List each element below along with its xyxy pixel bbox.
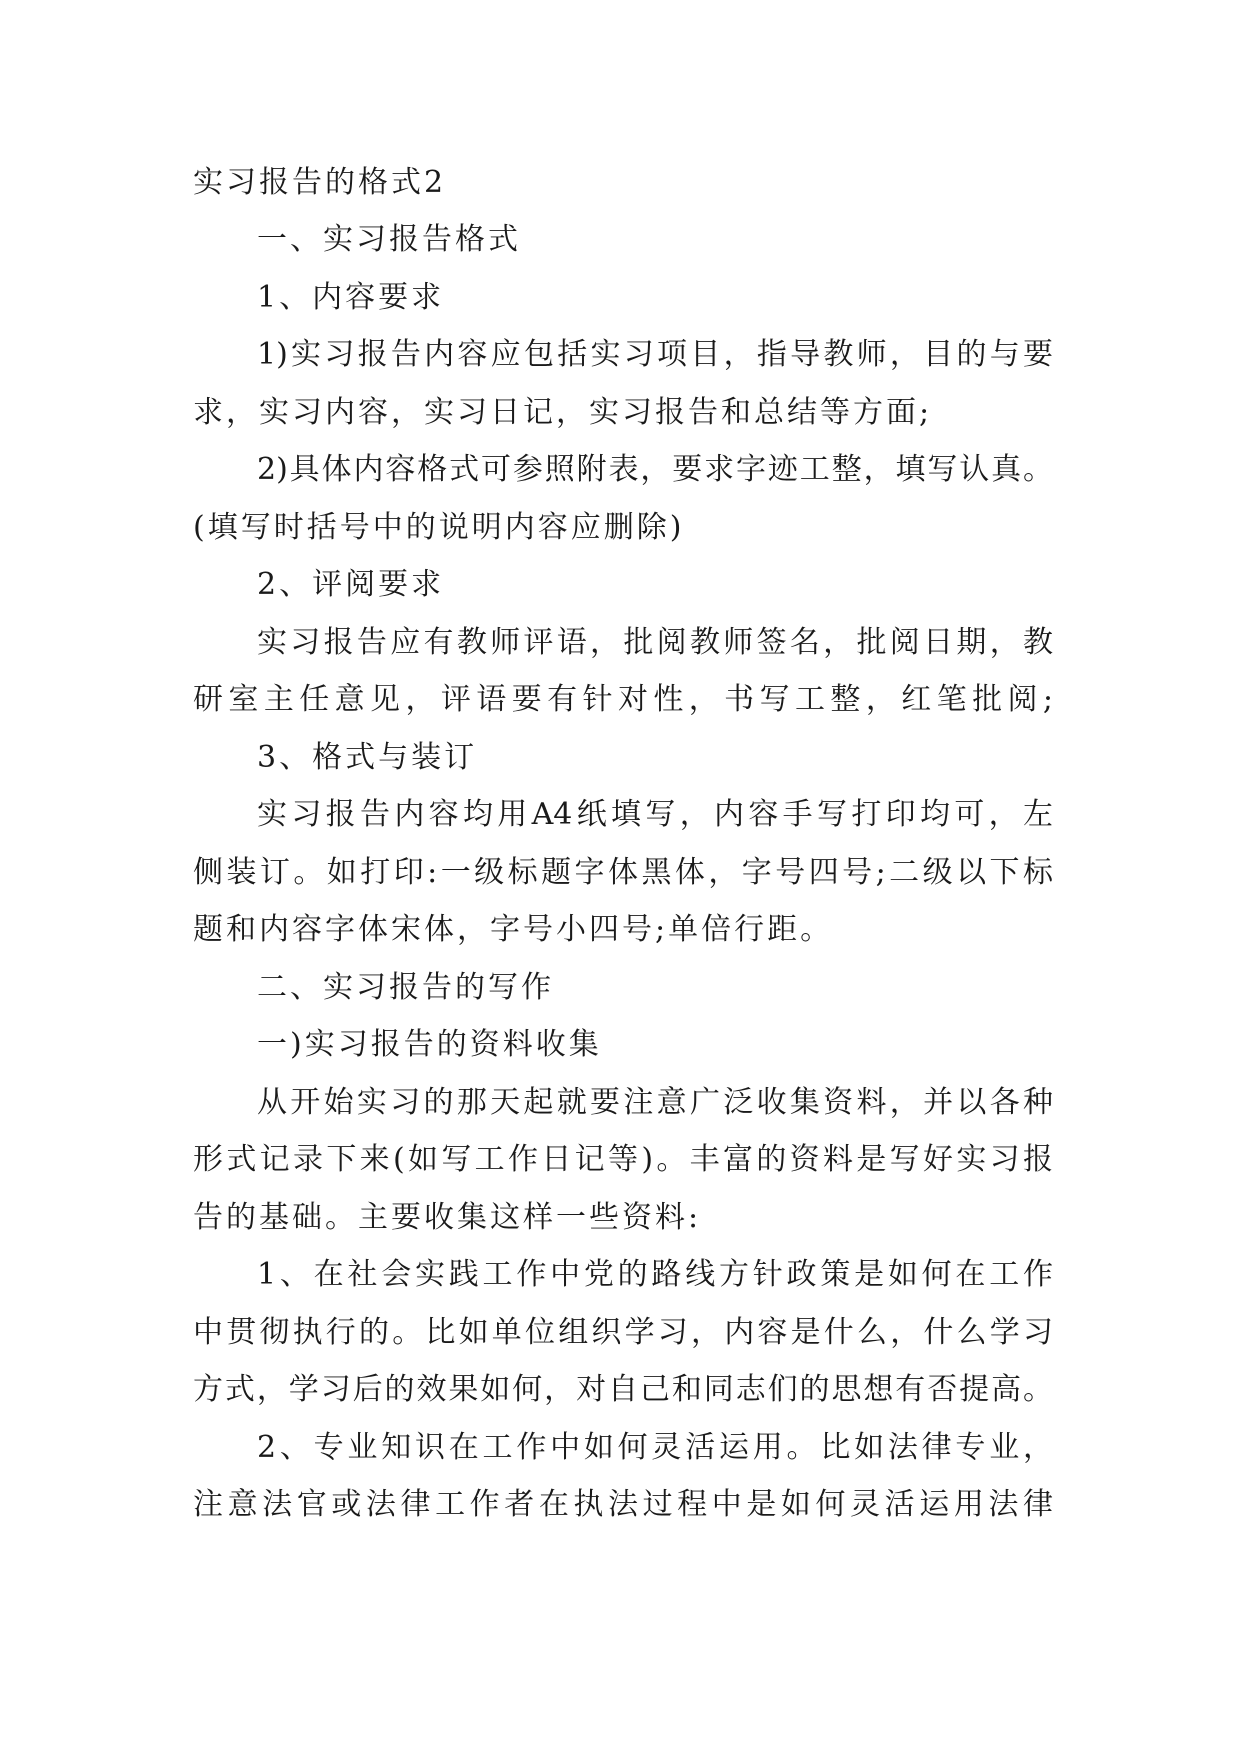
paragraph-line: 从开始实习的那天起就要注意广泛收集资料，并以各种 [257,1085,1053,1120]
paragraph-line: 告的基础。主要收集这样一些资料: [193,1200,702,1235]
paragraph-line: 1)实习报告内容应包括实习项目，指导教师，目的与要 [257,337,1053,372]
section-heading: 二、实习报告的写作 [257,970,554,1005]
paragraph-line: 2)具体内容格式可参照附表，要求字迹工整，填写认真。 [257,452,1053,487]
document-title: 实习报告的格式2 [193,165,447,200]
subsection-heading: 1、内容要求 [257,280,445,315]
paragraph-line: 中贯彻执行的。比如单位组织学习，内容是什么，什么学习 [193,1315,1053,1350]
paragraph-line: 侧装订。如打印:一级标题字体黑体，字号四号;二级以下标 [193,855,1053,890]
paragraph-line: 方式，学习后的效果如何，对自己和同志们的思想有否提高。 [193,1372,1053,1407]
paragraph-line: 求，实习内容，实习日记，实习报告和总结等方面; [193,395,933,430]
section-heading: 一、实习报告格式 [257,222,521,257]
paragraph-line: 实习报告应有教师评语，批阅教师签名，批阅日期，教 [257,625,1053,660]
paragraph-line: 实习报告内容均用A4纸填写，内容手写打印均可，左 [257,797,1053,832]
paragraph-line: 注意法官或法律工作者在执法过程中是如何灵活运用法律 [193,1487,1053,1522]
paragraph-line: 1、在社会实践工作中党的路线方针政策是如何在工作 [257,1257,1053,1292]
subsection-heading: 2、评阅要求 [257,567,445,602]
paragraph-line: 2、专业知识在工作中如何灵活运用。比如法律专业， [257,1430,1053,1465]
paragraph-line: 形式记录下来(如写工作日记等)。丰富的资料是写好实习报 [193,1142,1053,1177]
paragraph-line: (填写时括号中的说明内容应删除) [193,510,685,545]
paragraph-line: 题和内容字体宋体，字号小四号;单倍行距。 [193,912,834,947]
subsection-heading: 一)实习报告的资料收集 [257,1027,602,1062]
paragraph-line: 研室主任意见，评语要有针对性，书写工整，红笔批阅; [193,682,1053,717]
subsection-heading: 3、格式与装订 [257,740,478,775]
